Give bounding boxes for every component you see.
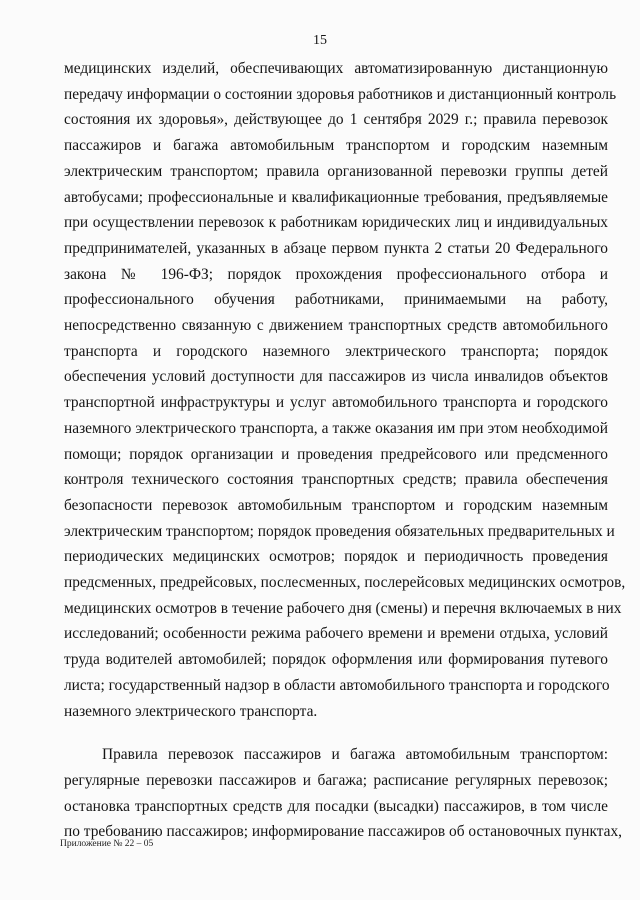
text-line: закона № 196-ФЗ; порядок прохождения профессионального отбора и (64, 265, 608, 283)
paragraph-gap (64, 724, 608, 742)
text-line: медицинских изделий, обеспечивающих автоматизированную дистанционную (64, 60, 608, 77)
text-line: по требованию пассажиров; информирование пассажиров об остановочных пунктах, (64, 823, 623, 841)
text-line: транспорта и городского наземного электрического транспорта; порядок (64, 342, 608, 360)
text-line: непосредственно связанную с движением транспортных средств автомобильного (64, 317, 608, 335)
paragraph-1 (64, 56, 626, 724)
text-line: передачу информации о состоянии здоровья работников и дистанционный контроль (64, 85, 617, 103)
text-line: профессионального обучения работниками, принимаемыми на работу, (64, 291, 608, 309)
text-line: пассажиров и багажа автомобильным транспортом и городским наземным (64, 137, 608, 155)
text-line: безопасности перевозок автомобильным транспортом и городским наземным (64, 496, 608, 514)
body-text (64, 56, 626, 845)
text-line: транспортной инфраструктуры и услуг автомобильного транспорта и городского (64, 394, 608, 412)
text-line: помощи; порядок организации и проведения предрейсового или предсменного (64, 445, 608, 463)
text-line: электрическим транспортом; правила организованной перевозки группы детей (64, 162, 608, 180)
text-line: предсменных, предрейсовых, послесменных, послерейсовых медицинских осмотров, (64, 574, 626, 592)
text-line: листа; государственный надзор в области автомобильного транспорта и городского (64, 676, 610, 694)
text-line: исследований; особенности режима рабочего времени и времени отдыха, условий (64, 625, 608, 643)
text-line: труда водителей автомобилей; порядок оформления или формирования путевого (64, 651, 608, 669)
page-number: 15 (313, 33, 327, 48)
text-line: Правила перевозок пассажиров и багажа автомобильным транспортом: (102, 746, 608, 764)
footer-note: Приложение № 22 – 05 (60, 839, 154, 849)
text-line: остановка транспортных средств для посадки (высадки) пассажиров, в том числе (64, 797, 608, 815)
text-line: наземного электрического транспорта, а также оказания им при этом необходимой (64, 419, 608, 437)
text-line: медицинских осмотров в течение рабочего дня (смены) и перечня включаемых в них (64, 599, 622, 617)
paragraph-2 (64, 742, 623, 845)
text-line: обеспечения условий доступности для пассажиров из числа инвалидов объектов (64, 368, 608, 386)
text-line: автобусами; профессиональные и квалификационные требования, предъявляемые (64, 188, 608, 206)
text-line: периодических медицинских осмотров; порядок и периодичность проведения (64, 548, 608, 566)
text-line: электрическим транспортом; порядок проведения обязательных предварительных и (64, 522, 615, 540)
text-line: при осуществлении перевозок к работникам юридических лиц и индивидуальных (64, 214, 608, 232)
text-line: наземного электрического транспорта. (64, 702, 318, 720)
text-line: регулярные перевозки пассажиров и багажа; расписание регулярных перевозок; (64, 771, 608, 789)
text-line: контроля технического состояния транспортных средств; правила обеспечения (64, 471, 608, 489)
text-line: состояния их здоровья», действующее до 1 сентября 2029 г.; правила перевозок (64, 111, 608, 129)
text-line: предпринимателей, указанных в абзаце первом пункта 2 статьи 20 Федерального (64, 239, 608, 257)
